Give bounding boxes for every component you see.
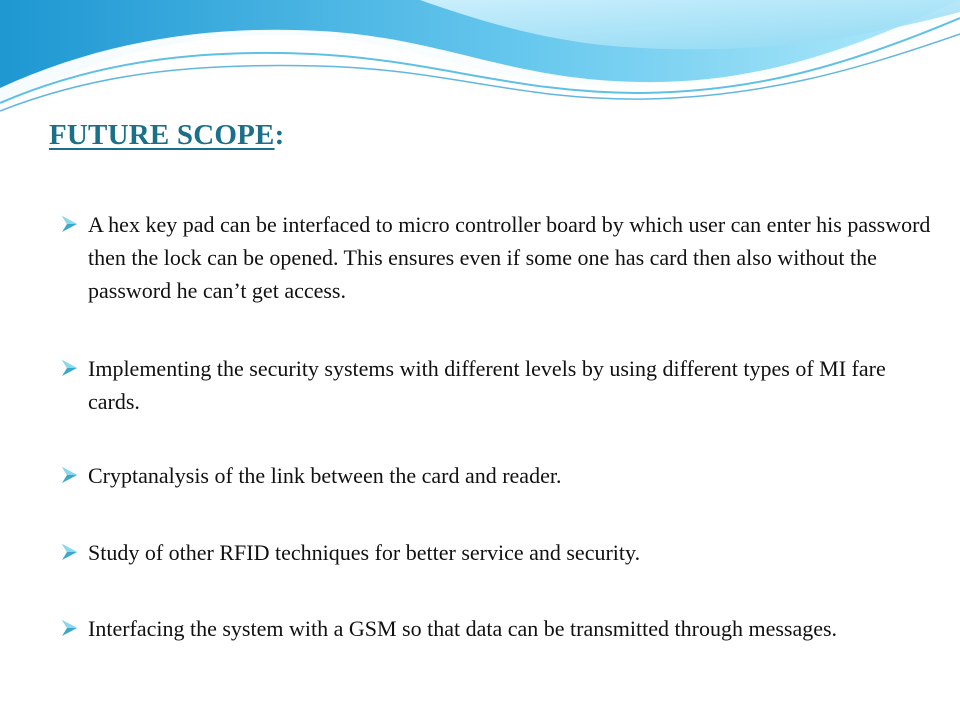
list-item-text: Study of other RFID techniques for better service and security. <box>88 540 641 565</box>
list-item-text: Cryptanalysis of the link between the card and reader. <box>88 463 562 488</box>
arrowhead-bullet-icon <box>60 359 79 377</box>
title-colon: : <box>274 119 285 151</box>
list-item-text: Implementing the security systems with different levels by using different types of MI fare cards. <box>88 356 886 414</box>
arrowhead-bullet-icon <box>60 215 79 233</box>
arrowhead-bullet-icon <box>60 466 79 484</box>
header-wave-decoration <box>0 0 960 120</box>
arrowhead-bullet-icon <box>60 543 79 561</box>
future-scope-title: FUTURE SCOPE <box>49 119 275 151</box>
list-item-text: A hex key pad can be interfaced to micro controller board by which user can enter his password then the lock can be opened. This ensures even if some one has card then also without the password he can’t get access. <box>88 212 931 303</box>
page-title <box>49 116 284 154</box>
list-item-text: Interfacing the system with a GSM so that data can be transmitted through messages. <box>88 616 838 641</box>
arrowhead-bullet-icon <box>60 619 79 637</box>
